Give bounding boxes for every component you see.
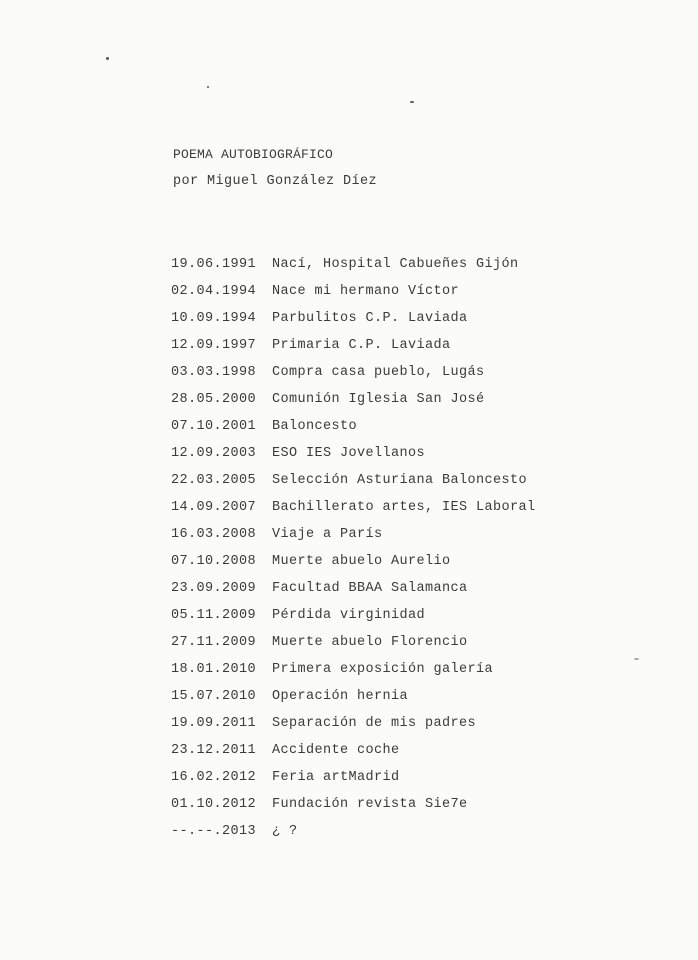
entry-event: Separación de mis padres xyxy=(272,716,477,731)
timeline-entry xyxy=(171,633,536,660)
entry-event: Compra casa pueblo, Lugás xyxy=(272,365,485,380)
entry-event: Muerte abuelo Aurelio xyxy=(272,554,451,569)
timeline-entry xyxy=(171,714,536,741)
timeline-entry xyxy=(171,255,536,282)
entry-date: 12.09.1997 xyxy=(171,338,257,353)
entry-event: Accidente coche xyxy=(272,743,400,758)
timeline-entry xyxy=(171,309,536,336)
timeline-entry xyxy=(171,741,536,768)
timeline-entry xyxy=(171,795,536,822)
entry-event: ¿ ? xyxy=(272,824,298,839)
entry-date: 19.09.2011 xyxy=(171,716,257,731)
timeline-entry xyxy=(171,768,536,795)
entry-date: 23.09.2009 xyxy=(171,581,257,596)
entry-event: Fundación revista Sie7e xyxy=(272,797,468,812)
entry-date: 22.03.2005 xyxy=(171,473,257,488)
entry-date: 05.11.2009 xyxy=(171,608,257,623)
entry-event: ESO IES Jovellanos xyxy=(272,446,426,461)
entry-event: Primaria C.P. Laviada xyxy=(272,338,451,353)
entry-event: Muerte abuelo Florencio xyxy=(272,635,468,650)
timeline-entry xyxy=(171,363,536,390)
timeline-entry xyxy=(171,687,536,714)
paper-speck xyxy=(207,86,209,88)
entry-event: Viaje a París xyxy=(272,527,383,542)
timeline-entry xyxy=(171,525,536,552)
entry-date: 03.03.1998 xyxy=(171,365,257,380)
entry-date: 23.12.2011 xyxy=(171,743,257,758)
entry-event: Feria artMadrid xyxy=(272,770,400,785)
timeline-entry xyxy=(171,390,536,417)
timeline-entry xyxy=(171,660,536,687)
entry-event: Operación hernia xyxy=(272,689,409,704)
paper-speck xyxy=(410,101,414,103)
entry-date: 01.10.2012 xyxy=(171,797,257,812)
entry-date: 14.09.2007 xyxy=(171,500,257,515)
entry-event: Bachillerato artes, IES Laboral xyxy=(272,500,536,515)
timeline-entry xyxy=(171,417,536,444)
entry-date: 02.04.1994 xyxy=(171,284,257,299)
entry-event: Primera exposición galería xyxy=(272,662,494,677)
entry-date: 15.07.2010 xyxy=(171,689,257,704)
entry-date: 16.03.2008 xyxy=(171,527,257,542)
author-line: por Miguel González Díez xyxy=(173,174,378,189)
entry-date: 07.10.2008 xyxy=(171,554,257,569)
entry-date: 28.05.2000 xyxy=(171,392,257,407)
timeline-entry xyxy=(171,606,536,633)
entry-date: --.--.2013 xyxy=(171,824,257,839)
entry-event: Facultad BBAA Salamanca xyxy=(272,581,468,596)
timeline-entry xyxy=(171,498,536,525)
entry-date: 07.10.2001 xyxy=(171,419,257,434)
entry-event: Pérdida virginidad xyxy=(272,608,426,623)
entry-event: Selección Asturiana Baloncesto xyxy=(272,473,528,488)
entry-date: 12.09.2003 xyxy=(171,446,257,461)
paper-speck xyxy=(634,658,639,660)
entry-event: Nací, Hospital Cabueñes Gijón xyxy=(272,257,519,272)
paper-speck xyxy=(106,57,109,60)
timeline-entry xyxy=(171,579,536,606)
entry-date: 27.11.2009 xyxy=(171,635,257,650)
entry-event: Nace mi hermano Víctor xyxy=(272,284,460,299)
entry-event: Parbulitos C.P. Laviada xyxy=(272,311,468,326)
entry-event: Baloncesto xyxy=(272,419,358,434)
timeline-entry xyxy=(171,822,536,849)
entry-date: 10.09.1994 xyxy=(171,311,257,326)
timeline-entry xyxy=(171,552,536,579)
timeline-entry xyxy=(171,471,536,498)
entry-event: Comunión Iglesia San José xyxy=(272,392,485,407)
timeline-entry xyxy=(171,444,536,471)
page-title: POEMA AUTOBIOGRÁFICO xyxy=(173,147,334,162)
entry-date: 19.06.1991 xyxy=(171,257,257,272)
entry-date: 18.01.2010 xyxy=(171,662,257,677)
timeline-entry xyxy=(171,282,536,309)
timeline-list xyxy=(171,255,536,849)
timeline-entry xyxy=(171,336,536,363)
entry-date: 16.02.2012 xyxy=(171,770,257,785)
